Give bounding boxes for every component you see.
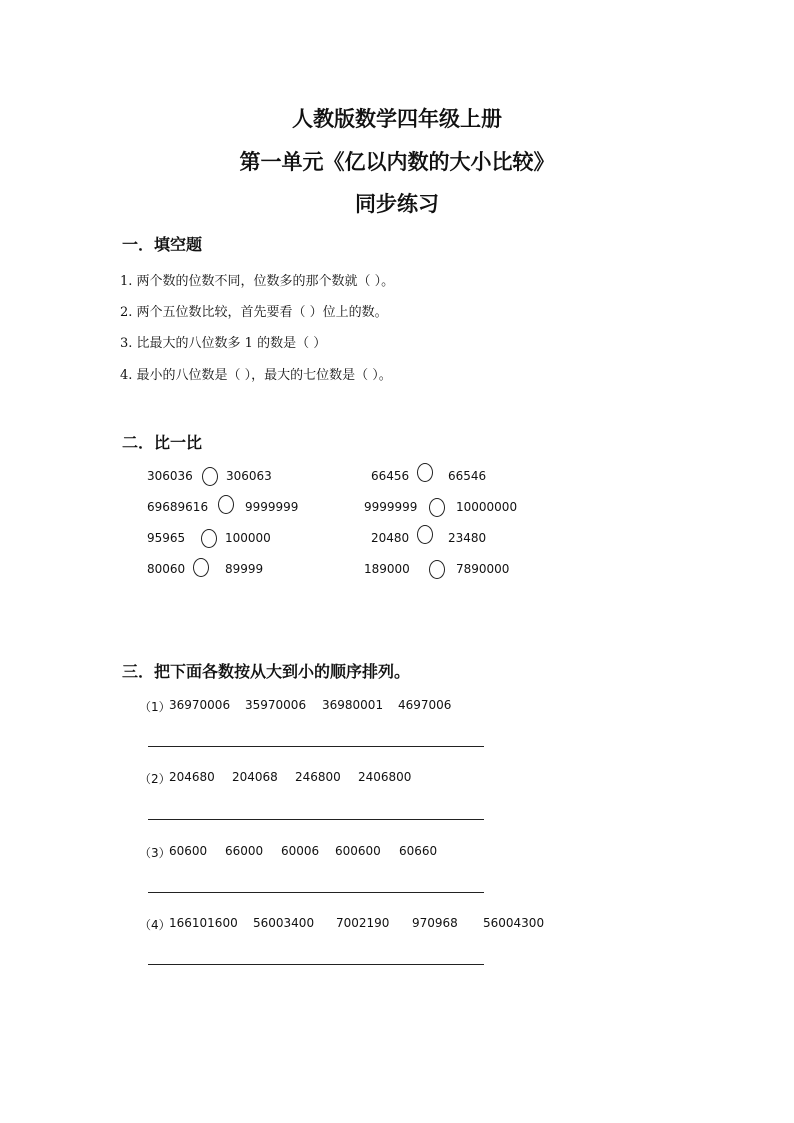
compare-right: 66546 [448, 469, 487, 483]
order-number: 7002190 [336, 916, 390, 930]
answer-line-3[interactable] [148, 892, 484, 893]
order-number: 600600 [335, 844, 381, 858]
order-number: 56004300 [483, 916, 545, 930]
order-number: 36980001 [322, 698, 384, 712]
compare-left: 9999999 [364, 500, 418, 514]
answer-line-2[interactable] [148, 819, 484, 820]
order-number: 60660 [399, 844, 438, 858]
order-number: 56003400 [253, 916, 315, 930]
answer-line-4[interactable] [148, 964, 484, 965]
order-number: 60600 [169, 844, 208, 858]
order-item-label: （4） [139, 918, 171, 932]
order-number: 2406800 [358, 770, 412, 784]
title-line-3: 同步练习 [355, 191, 439, 216]
order-number: 4697006 [398, 698, 452, 712]
question-1: 1. 两个数的位数不同，位数多的那个数就（ ）。 [120, 274, 395, 289]
compare-circle[interactable] [218, 495, 234, 514]
compare-right: 23480 [448, 531, 487, 545]
order-item-label: （1） [139, 700, 171, 714]
order-number: 970968 [412, 916, 458, 930]
compare-circle[interactable] [429, 560, 445, 579]
compare-circle[interactable] [417, 525, 433, 544]
compare-left: 306036 [147, 469, 193, 483]
order-number: 246800 [295, 770, 341, 784]
question-3: 3. 比最大的八位数多 1 的数是（ ） [120, 336, 327, 351]
question-2: 2. 两个五位数比较，首先要看（ ）位上的数。 [120, 305, 388, 320]
compare-left: 20480 [371, 531, 410, 545]
compare-right: 10000000 [456, 500, 518, 514]
compare-circle[interactable] [201, 529, 217, 548]
order-number: 204680 [169, 770, 215, 784]
order-number: 66000 [225, 844, 264, 858]
compare-right: 100000 [225, 531, 271, 545]
compare-circle[interactable] [429, 498, 445, 517]
section-3-heading: 三．把下面各数按从大到小的顺序排列。 [122, 662, 411, 681]
order-number: 35970006 [245, 698, 307, 712]
compare-circle[interactable] [202, 467, 218, 486]
question-4: 4. 最小的八位数是（ ），最大的七位数是（ ）。 [120, 368, 392, 383]
compare-left: 189000 [364, 562, 410, 576]
order-number: 204068 [232, 770, 278, 784]
compare-circle[interactable] [417, 463, 433, 482]
compare-left: 80060 [147, 562, 186, 576]
compare-right: 306063 [226, 469, 272, 483]
section-1-heading: 一．填空题 [122, 235, 203, 254]
order-item-label: （3） [139, 846, 171, 860]
title-line-1: 人教版数学四年级上册 [292, 106, 502, 131]
compare-left: 69689616 [147, 500, 209, 514]
order-number: 60006 [281, 844, 320, 858]
order-number: 36970006 [169, 698, 231, 712]
title-line-2: 第一单元《亿以内数的大小比较》 [239, 149, 555, 174]
compare-right: 89999 [225, 562, 264, 576]
answer-line-1[interactable] [148, 746, 484, 747]
compare-left: 95965 [147, 531, 186, 545]
compare-circle[interactable] [193, 558, 209, 577]
section-2-heading: 二．比一比 [122, 433, 203, 452]
order-item-label: （2） [139, 772, 171, 786]
compare-right: 7890000 [456, 562, 510, 576]
order-number: 166101600 [169, 916, 238, 930]
compare-right: 9999999 [245, 500, 299, 514]
compare-left: 66456 [371, 469, 410, 483]
